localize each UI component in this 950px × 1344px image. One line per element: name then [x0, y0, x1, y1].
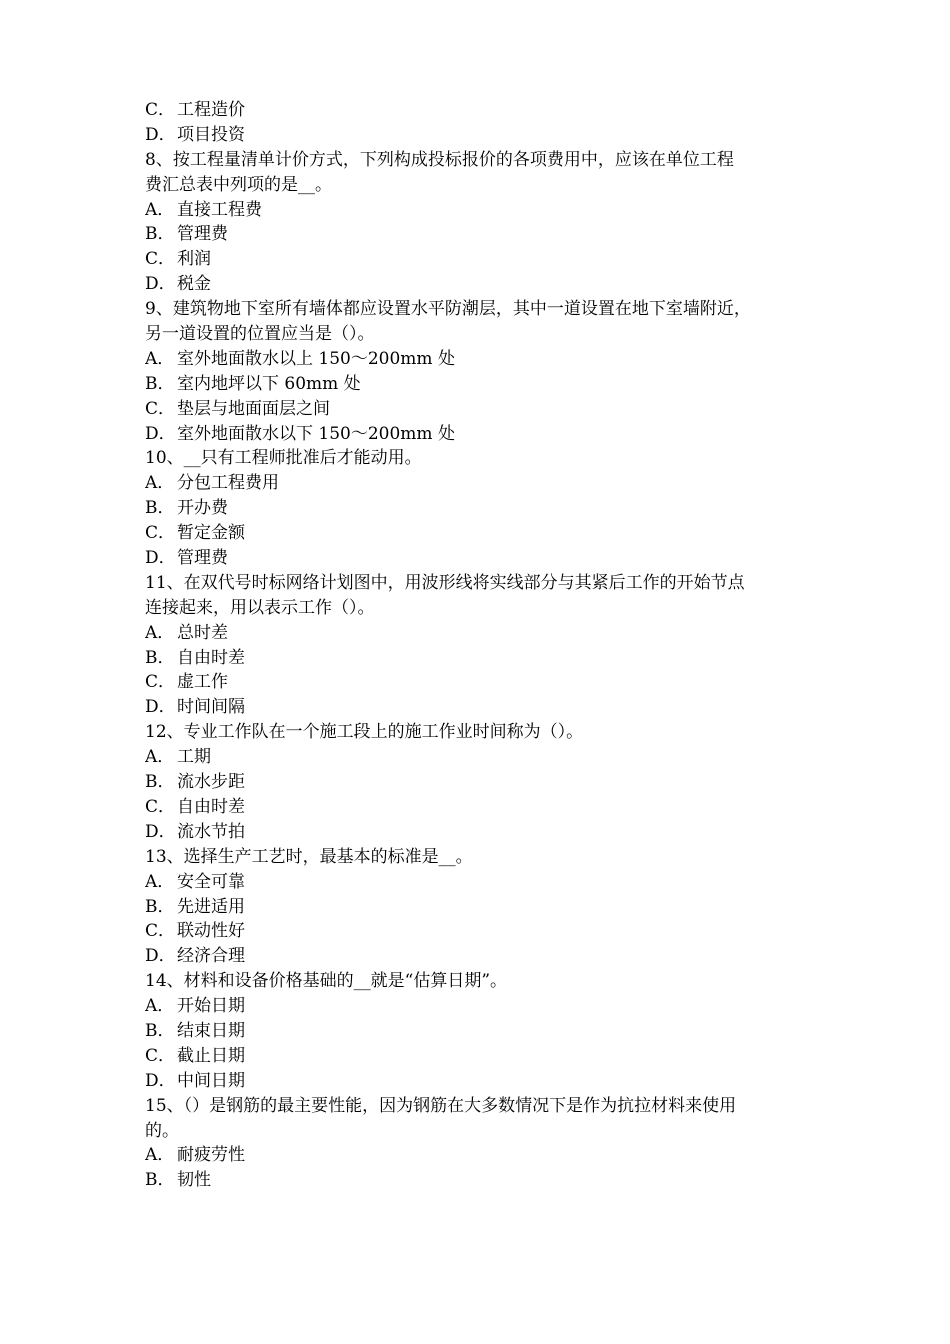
- option-line: [145, 123, 815, 148]
- option-label: C．: [145, 796, 176, 817]
- option-line: [145, 795, 815, 820]
- option-label: A．: [145, 622, 175, 643]
- option-label: D．: [145, 548, 176, 569]
- option-label: A．: [145, 1145, 175, 1166]
- option-label: B．: [145, 1170, 175, 1191]
- option-line: [145, 621, 815, 646]
- option-label: C．: [145, 249, 176, 270]
- option-label: A．: [145, 871, 175, 892]
- option-line: [145, 247, 815, 272]
- option-text: 总时差: [177, 622, 228, 643]
- question-stem: 9、建筑物地下室所有墙体都应设置水平防潮层，其中一道设置在地下室墙附近，: [145, 299, 751, 320]
- option-text: 时间间隔: [177, 697, 245, 718]
- question-stem: 13、选择生产工艺时，最基本的标准是__。: [145, 846, 473, 867]
- option-label: B．: [145, 896, 175, 917]
- option-line: [145, 98, 815, 123]
- option-text: 管理费: [177, 224, 228, 245]
- option-line: [145, 1143, 815, 1168]
- option-line: [145, 397, 815, 422]
- option-label: D．: [145, 946, 176, 967]
- question-stem: 另一道设置的位置应当是（）。: [145, 324, 375, 345]
- option-text: 截止日期: [177, 1045, 245, 1066]
- option-text: 管理费: [177, 548, 228, 569]
- option-line: [145, 944, 815, 969]
- option-text: 先进适用: [177, 896, 245, 917]
- option-label: D．: [145, 697, 176, 718]
- option-line: [145, 1069, 815, 1094]
- option-label: B．: [145, 373, 175, 394]
- option-label: D．: [145, 124, 176, 145]
- option-line: [145, 372, 815, 397]
- option-line: [145, 496, 815, 521]
- option-text: 流水步距: [177, 772, 245, 793]
- option-label: A．: [145, 473, 175, 494]
- option-text: 室外地面散水以下 150～200mm 处: [177, 423, 455, 444]
- option-text: 中间日期: [177, 1070, 245, 1091]
- option-line: [145, 670, 815, 695]
- question-stem: 15、（）是钢筋的最主要性能，因为钢筋在大多数情况下是作为抗拉材料来使用: [145, 1095, 737, 1116]
- option-label: D．: [145, 274, 176, 295]
- option-text: 自由时差: [177, 796, 245, 817]
- question-stem: 10、__只有工程师批准后才能动用。: [145, 448, 422, 469]
- option-label: C．: [145, 523, 176, 544]
- option-text: 韧性: [177, 1170, 211, 1191]
- option-label: C．: [145, 672, 176, 693]
- option-text: 开办费: [177, 498, 228, 519]
- option-line: [145, 347, 815, 372]
- option-text: 利润: [177, 249, 211, 270]
- option-label: C．: [145, 100, 176, 120]
- question-stem: 11、在双代号时标网络计划图中，用波形线将实线部分与其紧后工作的开始节点: [145, 572, 745, 593]
- option-text: 工期: [177, 747, 211, 768]
- option-text: 室外地面散水以上 150～200mm 处: [177, 348, 455, 369]
- option-text: 直接工程费: [177, 199, 262, 220]
- option-line: [145, 1044, 815, 1069]
- option-text: 安全可靠: [177, 871, 245, 892]
- option-label: C．: [145, 1045, 176, 1066]
- option-label: B．: [145, 498, 175, 519]
- option-text: 分包工程费用: [177, 473, 279, 494]
- option-line: [145, 646, 815, 671]
- option-text: 联动性好: [177, 921, 245, 942]
- option-line: [145, 198, 815, 223]
- option-label: A．: [145, 747, 175, 768]
- option-text: 虚工作: [177, 672, 228, 693]
- option-line: [145, 770, 815, 795]
- question-stem: 的。: [145, 1120, 179, 1141]
- option-line: [145, 1168, 815, 1193]
- question-stem: 连接起来，用以表示工作（）。: [145, 597, 375, 618]
- option-line: [145, 546, 815, 571]
- option-label: A．: [145, 348, 175, 369]
- option-line: [145, 870, 815, 895]
- option-line: [145, 222, 815, 247]
- option-label: C．: [145, 921, 176, 942]
- option-text: 室内地坪以下 60mm 处: [177, 373, 361, 394]
- option-line: [145, 471, 815, 496]
- option-line: [145, 521, 815, 546]
- option-line: [145, 745, 815, 770]
- option-line: [145, 919, 815, 944]
- question-stem: 费汇总表中列项的是__。: [145, 174, 332, 195]
- option-text: 开始日期: [177, 996, 245, 1017]
- option-text: 流水节拍: [177, 821, 245, 842]
- option-text: 自由时差: [177, 647, 245, 668]
- option-text: 工程造价: [177, 100, 245, 120]
- option-label: C．: [145, 398, 176, 419]
- option-label: B．: [145, 772, 175, 793]
- option-label: B．: [145, 224, 175, 245]
- question-stem: 14、材料和设备价格基础的__就是“估算日期”。: [145, 971, 508, 992]
- option-label: D．: [145, 423, 176, 444]
- option-line: [145, 820, 815, 845]
- option-text: 垫层与地面面层之间: [177, 398, 330, 419]
- option-label: B．: [145, 647, 175, 668]
- option-text: 暂定金额: [177, 523, 245, 544]
- option-label: A．: [145, 996, 175, 1017]
- question-stem: 8、按工程量清单计价方式，下列构成投标报价的各项费用中，应该在单位工程: [145, 149, 734, 170]
- option-line: [145, 695, 815, 720]
- option-text: 税金: [177, 274, 211, 295]
- question-stem: 12、专业工作队在一个施工段上的施工作业时间称为（）。: [145, 722, 584, 743]
- option-text: 项目投资: [177, 124, 245, 145]
- option-line: [145, 1019, 815, 1044]
- option-line: [145, 895, 815, 920]
- option-text: 耐疲劳性: [177, 1145, 245, 1166]
- option-text: 经济合理: [177, 946, 245, 967]
- option-label: D．: [145, 821, 176, 842]
- option-line: [145, 994, 815, 1019]
- option-line: [145, 422, 815, 447]
- option-line: [145, 272, 815, 297]
- option-label: D．: [145, 1070, 176, 1091]
- option-text: 结束日期: [177, 1020, 245, 1041]
- option-label: B．: [145, 1020, 175, 1041]
- option-label: A．: [145, 199, 175, 220]
- document-page: [145, 98, 815, 1193]
